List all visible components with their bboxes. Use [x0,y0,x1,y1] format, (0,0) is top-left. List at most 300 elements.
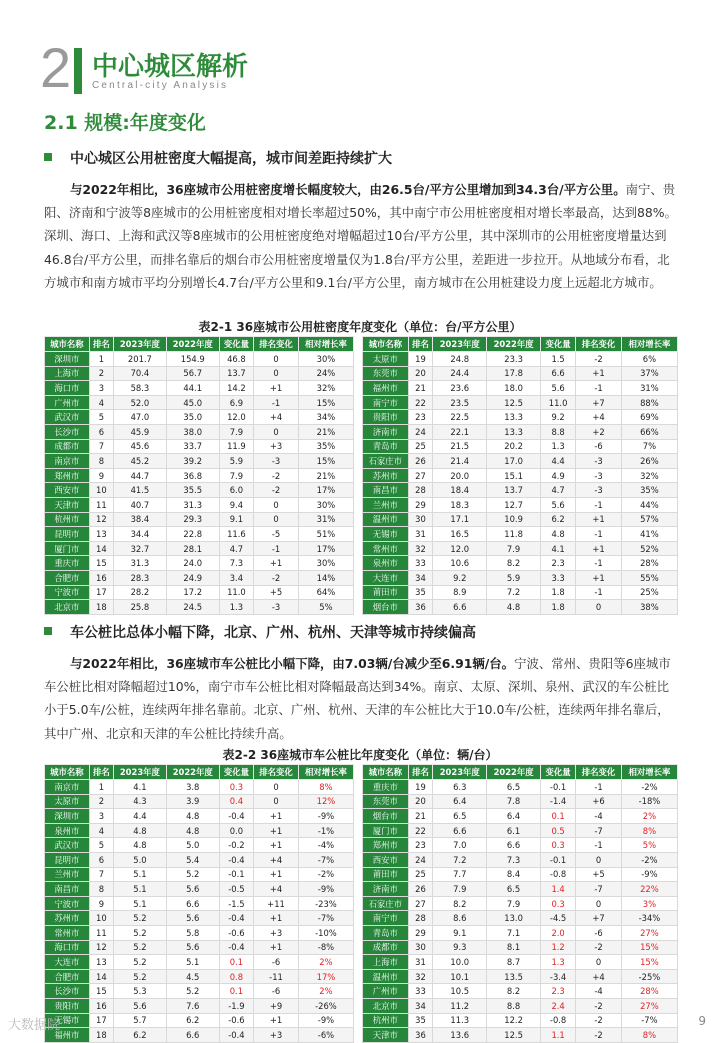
table-cell: 0 [254,794,299,809]
table-cell: 24% [298,366,353,381]
table-cell: 7 [89,867,113,882]
city-name-cell: 上海市 [363,955,409,970]
table-cell: -8% [298,940,353,955]
table-cell: 11.9 [219,439,254,454]
table-cell: 23.3 [487,352,541,367]
table-row [45,955,354,970]
table-cell: 26 [408,882,433,897]
column-header: 排名变化 [254,765,299,780]
table-cell: 5.8 [166,925,219,940]
table-cell: -1 [576,556,622,571]
column-header: 城市名称 [363,765,409,780]
column-header: 2023年度 [113,765,166,780]
table-cell: 23 [408,410,433,425]
table-cell: 88% [621,395,677,410]
table-row [363,955,678,970]
city-name-cell: 广州市 [363,984,409,999]
table-cell: 64% [298,585,353,600]
table-cell: 4.9 [541,468,576,483]
table-cell: -3 [576,468,622,483]
table-row [363,925,678,940]
table-cell: 0 [576,600,622,615]
table-cell: 30% [298,556,353,571]
table-cell: 37% [621,366,677,381]
table-cell: -3 [576,483,622,498]
table-header-row [363,765,678,780]
table-cell: 39.2 [166,454,219,469]
table-row [45,541,354,556]
table-cell: +3 [254,1028,299,1043]
table-cell: 35 [408,585,433,600]
table-cell: +5 [254,585,299,600]
table-cell: 15% [621,955,677,970]
city-name-cell: 常州市 [45,925,90,940]
table-cell: 27 [408,896,433,911]
table-cell: -2 [576,940,622,955]
table-cell: 9.2 [433,570,487,585]
table-cell: 1.2 [541,940,576,955]
table-cell: +1 [254,940,299,955]
table-cell: +4 [576,969,622,984]
table-cell: 8% [298,780,353,795]
table-cell: 0 [576,852,622,867]
section-title: 2.1 规模:年度变化 [44,112,206,134]
table-row [45,454,354,469]
table-cell: 8.8 [541,424,576,439]
table-cell: 32.7 [113,541,166,556]
table-cell: 22 [408,395,433,410]
table-cell: 7.3 [487,852,541,867]
table-cell: -7% [621,1013,677,1028]
table-cell: 41% [621,527,677,542]
table-cell: 5.7 [113,1013,166,1028]
table-row [45,512,354,527]
column-header: 排名 [408,337,433,352]
table-row [45,352,354,367]
table-cell: 24.9 [166,570,219,585]
table-cell: 4 [89,823,113,838]
table-row [363,896,678,911]
table-cell: +1 [254,809,299,824]
table-row [363,410,678,425]
table-row [363,395,678,410]
table-cell: -2 [576,352,622,367]
table-cell: -0.1 [541,852,576,867]
chapter-subtitle: Central-city Analysis [92,80,229,91]
column-header: 2022年度 [487,765,541,780]
table-cell: 4 [89,395,113,410]
table-cell: 13 [89,527,113,542]
table-cell: +5 [576,867,622,882]
column-header: 相对增长率 [621,337,677,352]
table-cell: 2.4 [541,998,576,1013]
table-cell: 0 [254,424,299,439]
table-cell: 8 [89,882,113,897]
table-cell: 7.9 [219,424,254,439]
table-cell: 8 [89,454,113,469]
table-cell: -6 [254,984,299,999]
table-row [363,809,678,824]
table-row [45,809,354,824]
city-name-cell: 福州市 [45,1028,90,1043]
table-row [363,984,678,999]
table-cell: 6 [89,424,113,439]
table-cell: 28 [408,483,433,498]
table-cell: 13.6 [433,1028,487,1043]
table-cell: 6.5 [487,780,541,795]
city-name-cell: 武汉市 [45,838,90,853]
table-cell: 0.4 [219,794,254,809]
table-cell: 16 [89,998,113,1013]
table-cell: 15 [89,556,113,571]
table-cell: +1 [576,366,622,381]
table-row [45,468,354,483]
table-cell: +4 [576,410,622,425]
table-cell: 18 [89,1028,113,1043]
table-cell: 41.5 [113,483,166,498]
table-cell: +6 [576,794,622,809]
table-cell: -6 [576,925,622,940]
table-row [363,911,678,926]
city-name-cell: 温州市 [363,512,409,527]
table-cell: +1 [254,838,299,853]
table-cell: 10 [89,483,113,498]
table-cell: 4.8 [113,823,166,838]
table-cell: 8.9 [433,585,487,600]
column-header: 排名变化 [576,765,622,780]
table-cell: +3 [254,439,299,454]
city-name-cell: 武汉市 [45,410,90,425]
city-name-cell: 杭州市 [45,512,90,527]
table-cell: 35.5 [166,483,219,498]
table-cell: -25% [621,969,677,984]
table-cell: 17 [89,1013,113,1028]
table-cell: 18 [89,600,113,615]
table-cell: 5.6 [166,882,219,897]
table-cell: 4.8 [113,838,166,853]
paragraph-body: 宁波、常州、贵阳等6座城市车公桩比相对降幅超过10%，南宁市车公桩比相对降幅最高达到34%。南京、太原、深圳、泉州、武汉的车公桩比小于5.0车/公桩，连续两年排名靠前。北京、广州、杭州、天津的车公桩比大于10.0车/公桩，连续两年排名靠后，其中广州、北京和天津的车公桩比持续升高。 [44,656,671,741]
city-name-cell: 东莞市 [363,366,409,381]
table-cell: 4.4 [113,809,166,824]
chapter-accent-bar [74,48,82,94]
table-cell: 18.0 [487,381,541,396]
table-cell: 7.6 [166,998,219,1013]
table-row [363,969,678,984]
table-row [363,497,678,512]
table-cell: -2% [621,780,677,795]
table-cell: -1.5 [219,896,254,911]
table-cell: 20 [408,794,433,809]
table-cell: 5.2 [113,969,166,984]
table-cell: -11 [254,969,299,984]
paragraph-2 [44,652,678,745]
table-cell: 32 [408,969,433,984]
table-cell: 12.5 [487,1028,541,1043]
table-cell: 31.3 [166,497,219,512]
table-cell: 18.3 [433,497,487,512]
city-name-cell: 泉州市 [45,823,90,838]
city-name-cell: 青岛市 [363,925,409,940]
table-cell: 4.5 [166,969,219,984]
table-row [363,352,678,367]
table-cell: 44% [621,497,677,512]
table-cell: 8.2 [487,556,541,571]
table-cell: 5.1 [113,882,166,897]
table-cell: 0 [254,352,299,367]
table-cell: 6 [89,852,113,867]
table-cell: 0.5 [541,823,576,838]
city-name-cell: 重庆市 [363,780,409,795]
table-cell: 11 [89,497,113,512]
table-cell: 1.1 [541,1028,576,1043]
column-header: 2023年度 [433,765,487,780]
column-header: 城市名称 [363,337,409,352]
table-cell: 5.2 [113,940,166,955]
table-cell: 4.8 [487,600,541,615]
table-cell: 15.1 [487,468,541,483]
table-cell: 9.1 [433,925,487,940]
table-cell: 6% [621,352,677,367]
table-cell: 33.7 [166,439,219,454]
table-cell: 52% [621,541,677,556]
table-cell: +9 [254,998,299,1013]
ratio-table-left [44,764,354,1043]
city-name-cell: 贵阳市 [45,998,90,1013]
table-cell: 5.6 [166,911,219,926]
table-cell: -7 [576,823,622,838]
table-cell: 25% [621,585,677,600]
table-cell: 13.3 [487,410,541,425]
bullet-square-icon [44,627,52,635]
table-cell: 4.8 [166,823,219,838]
table-cell: 25.8 [113,600,166,615]
table-header-row [45,765,354,780]
table-cell: +3 [254,925,299,940]
table-cell: 70.4 [113,366,166,381]
table-cell: 0 [576,896,622,911]
table-cell: 9.4 [219,497,254,512]
table-cell: 6.9 [219,395,254,410]
city-name-cell: 贵阳市 [363,410,409,425]
table-row [363,1013,678,1028]
bullet-text: 中心城区公用桩密度大幅提高，城市间差距持续扩大 [70,151,392,167]
city-name-cell: 南京市 [45,454,90,469]
table-cell: 9.2 [541,410,576,425]
table-cell: -1 [576,838,622,853]
table-cell: 13.0 [487,911,541,926]
table-cell: 45.2 [113,454,166,469]
table-row [45,794,354,809]
table-row [45,882,354,897]
table-cell: 0 [254,366,299,381]
table-cell: 4.1 [541,541,576,556]
city-name-cell: 北京市 [45,600,90,615]
table-cell: +1 [254,556,299,571]
table-cell: 26% [621,454,677,469]
column-header: 排名 [89,765,113,780]
table-row [363,527,678,542]
table-cell: 8% [621,1028,677,1043]
table-cell: +1 [254,867,299,882]
table-cell: 66% [621,424,677,439]
table-row [363,882,678,897]
table-cell: 28 [408,911,433,926]
table-cell: 5.0 [113,852,166,867]
table-cell: 11.8 [487,527,541,542]
table-cell: 9 [89,468,113,483]
column-header: 相对增长率 [298,337,353,352]
table-cell: -4 [576,809,622,824]
column-header: 2023年度 [113,337,166,352]
table-cell: 33 [408,984,433,999]
table-cell: 13.7 [219,366,254,381]
column-header: 城市名称 [45,337,90,352]
table-row [45,585,354,600]
table-cell: -7 [576,882,622,897]
table-row [45,410,354,425]
table-cell: 19 [408,352,433,367]
table-cell: 5.6 [113,998,166,1013]
table-cell: 8.2 [433,896,487,911]
table-cell: 2% [298,955,353,970]
table-cell: 17% [298,483,353,498]
table-cell: +1 [254,823,299,838]
table-row [363,468,678,483]
table-cell: 45.0 [166,395,219,410]
city-name-cell: 广州市 [45,395,90,410]
table-cell: -0.4 [219,911,254,926]
table-row [45,838,354,853]
table-cell: 7 [89,439,113,454]
table-cell: 35% [621,483,677,498]
table-cell: 5 [89,838,113,853]
table-cell: 24.0 [166,556,219,571]
table-cell: -1.9 [219,998,254,1013]
table-cell: +7 [576,395,622,410]
table-cell: 55% [621,570,677,585]
table-cell: 18.4 [433,483,487,498]
table-cell: 17.0 [487,454,541,469]
table-cell: 45.9 [113,424,166,439]
city-name-cell: 烟台市 [363,809,409,824]
table-row [45,852,354,867]
city-name-cell: 重庆市 [45,556,90,571]
table-cell: 58.3 [113,381,166,396]
table-cell: 22.1 [433,424,487,439]
table-cell: +11 [254,896,299,911]
table-cell: 5.3 [113,984,166,999]
table-row [363,381,678,396]
table-cell: 12% [298,794,353,809]
table-cell: -0.4 [219,809,254,824]
table-cell: 0.3 [541,896,576,911]
table-row [45,823,354,838]
table-cell: 10.6 [433,556,487,571]
table-cell: 8.6 [433,911,487,926]
table-cell: -4% [298,838,353,853]
table-cell: 12.5 [487,395,541,410]
table-cell: 31% [621,381,677,396]
table-cell: 16 [89,570,113,585]
table-row [45,911,354,926]
table-cell: -2% [621,852,677,867]
table-cell: 1.3 [541,955,576,970]
city-name-cell: 莆田市 [363,867,409,882]
table-cell: 21% [298,424,353,439]
table-cell: 38.4 [113,512,166,527]
table-cell: -0.6 [219,1013,254,1028]
table-cell: +1 [254,381,299,396]
table-cell: 14.2 [219,381,254,396]
table-cell: -0.4 [219,852,254,867]
table-cell: -3 [254,600,299,615]
table-row [45,925,354,940]
table-cell: 45.6 [113,439,166,454]
table-cell: 32% [298,381,353,396]
table-row [363,780,678,795]
column-header: 城市名称 [45,765,90,780]
city-name-cell: 天津市 [45,497,90,512]
table-cell: -1.4 [541,794,576,809]
table-cell: +1 [254,1013,299,1028]
table-cell: 5.6 [541,381,576,396]
table-cell: 22.5 [433,410,487,425]
table-cell: 9.1 [219,512,254,527]
table-cell: 4.1 [113,780,166,795]
table-cell: +1 [254,911,299,926]
table-cell: 5 [89,410,113,425]
table-cell: 5.1 [113,896,166,911]
table-cell: 29 [408,925,433,940]
table-cell: -7% [298,911,353,926]
table-cell: -1 [576,780,622,795]
table-cell: 5% [298,600,353,615]
column-header: 变化量 [219,337,254,352]
table-cell: 8.2 [487,984,541,999]
table-cell: 11.6 [219,527,254,542]
table-cell: 5.9 [487,570,541,585]
table-row [45,381,354,396]
table-cell: 7.9 [219,468,254,483]
table-cell: 34% [298,410,353,425]
table-cell: 31 [408,955,433,970]
table-cell: 6.0 [219,483,254,498]
column-header: 相对增长率 [298,765,353,780]
table-cell: -0.6 [219,925,254,940]
table-row [45,366,354,381]
table-cell: 21.5 [433,439,487,454]
table-cell: +7 [576,911,622,926]
table-cell: -6 [254,955,299,970]
table-cell: -0.5 [219,882,254,897]
table-cell: 15% [298,395,353,410]
table-cell: 27 [408,468,433,483]
city-name-cell: 南宁市 [363,395,409,410]
table-row [363,366,678,381]
city-name-cell: 深圳市 [45,352,90,367]
table-cell: 34 [408,998,433,1013]
table-row [363,940,678,955]
city-name-cell: 温州市 [363,969,409,984]
table-cell: -1 [576,497,622,512]
table-cell: 14% [298,570,353,585]
table-cell: 26 [408,454,433,469]
table-cell: 6.6 [433,823,487,838]
table-cell: -3.4 [541,969,576,984]
table-cell: 7.1 [487,925,541,940]
table-cell: 22% [621,882,677,897]
table-cell: -9% [298,1013,353,1028]
